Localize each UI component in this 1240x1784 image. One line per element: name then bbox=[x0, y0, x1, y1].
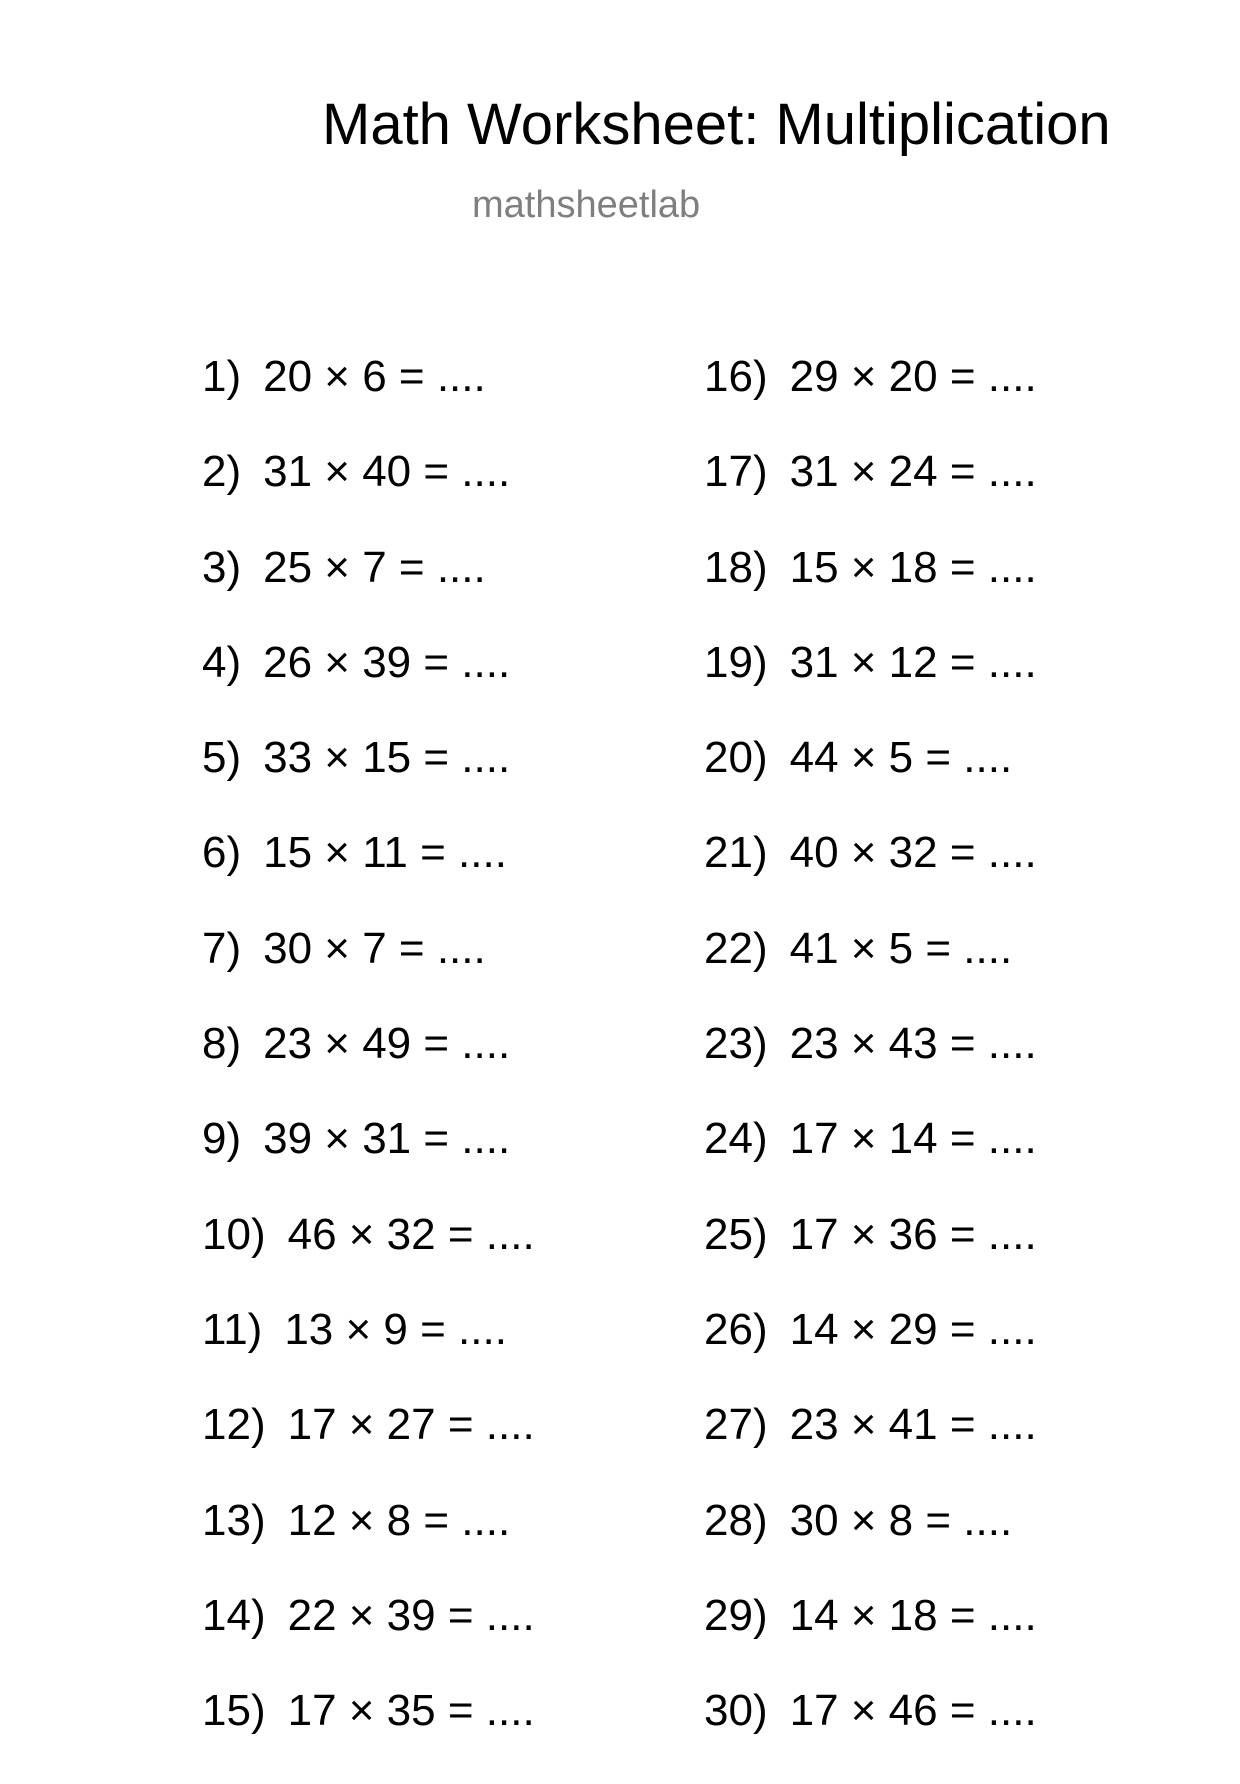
problem-number: 14) bbox=[202, 1590, 266, 1640]
problem-number: 19) bbox=[704, 637, 768, 687]
problem-expression: 46 × 32 = .... bbox=[287, 1209, 535, 1259]
problem-expression: 44 × 5 = .... bbox=[789, 733, 1013, 783]
problem-item bbox=[704, 352, 1037, 450]
problem-expression: 20 × 6 = .... bbox=[263, 352, 486, 401]
problem-number: 30) bbox=[704, 1686, 768, 1736]
problem-expression: 31 × 40 = .... bbox=[263, 447, 511, 497]
problem-expression: 14 × 29 = .... bbox=[789, 1304, 1037, 1354]
problem-expression: 29 × 20 = .... bbox=[789, 352, 1037, 401]
problem-item bbox=[202, 1400, 535, 1498]
problem-expression: 25 × 7 = .... bbox=[263, 542, 486, 592]
problem-expression: 23 × 49 = .... bbox=[263, 1019, 511, 1069]
problem-number: 13) bbox=[202, 1495, 266, 1545]
problem-item bbox=[202, 1495, 535, 1594]
problem-number: 15) bbox=[202, 1686, 266, 1736]
problem-expression: 33 × 15 = .... bbox=[263, 733, 511, 783]
problem-number: 17) bbox=[704, 447, 768, 497]
problem-number: 23) bbox=[704, 1019, 768, 1069]
problem-item bbox=[202, 637, 535, 736]
problem-item bbox=[704, 1019, 1037, 1117]
problem-number: 1) bbox=[202, 352, 242, 401]
problem-item bbox=[202, 447, 535, 545]
problem-expression: 41 × 5 = .... bbox=[789, 923, 1013, 973]
problem-column-right bbox=[704, 352, 1037, 1784]
problem-number: 18) bbox=[704, 542, 768, 592]
problem-expression: 17 × 27 = .... bbox=[287, 1400, 535, 1450]
problem-item bbox=[202, 542, 535, 641]
problem-expression: 12 × 8 = .... bbox=[287, 1495, 511, 1545]
problem-expression: 31 × 12 = .... bbox=[789, 637, 1037, 687]
problem-column-left bbox=[202, 352, 535, 1784]
problem-number: 26) bbox=[704, 1304, 768, 1354]
problem-number: 8) bbox=[202, 1019, 242, 1069]
problem-expression: 22 × 39 = .... bbox=[287, 1590, 535, 1640]
problem-number: 3) bbox=[202, 542, 242, 592]
problem-number: 29) bbox=[704, 1590, 768, 1640]
problem-number: 7) bbox=[202, 923, 242, 973]
problem-item bbox=[202, 1019, 535, 1117]
problem-number: 21) bbox=[704, 828, 768, 878]
problem-number: 11) bbox=[202, 1304, 263, 1354]
problem-expression: 31 × 24 = .... bbox=[789, 447, 1037, 497]
problem-item bbox=[704, 1114, 1037, 1212]
problem-item bbox=[704, 923, 1037, 1022]
problem-number: 9) bbox=[202, 1114, 242, 1164]
worksheet-title: Math Worksheet: Multiplication bbox=[322, 92, 1111, 157]
problem-expression: 13 × 9 = .... bbox=[284, 1304, 507, 1354]
problem-expression: 30 × 7 = .... bbox=[263, 923, 486, 973]
problem-item bbox=[704, 1495, 1037, 1594]
problem-expression: 17 × 36 = .... bbox=[789, 1209, 1037, 1259]
problem-number: 5) bbox=[202, 733, 242, 783]
problem-number: 27) bbox=[704, 1400, 768, 1450]
problem-item bbox=[704, 637, 1037, 736]
problem-expression: 17 × 46 = .... bbox=[789, 1686, 1037, 1736]
problem-item bbox=[202, 1114, 535, 1212]
problem-item bbox=[704, 828, 1037, 926]
problem-expression: 23 × 43 = .... bbox=[789, 1019, 1037, 1069]
problem-number: 28) bbox=[704, 1495, 768, 1545]
problem-expression: 14 × 18 = .... bbox=[789, 1590, 1037, 1640]
problem-item bbox=[202, 1590, 535, 1689]
problem-expression: 17 × 14 = .... bbox=[789, 1114, 1037, 1164]
problem-expression: 40 × 32 = .... bbox=[789, 828, 1037, 878]
problem-number: 16) bbox=[704, 352, 768, 401]
problem-expression: 15 × 18 = .... bbox=[789, 542, 1037, 592]
problem-item bbox=[704, 1304, 1037, 1403]
problem-number: 2) bbox=[202, 447, 242, 497]
problem-expression: 26 × 39 = .... bbox=[263, 637, 511, 687]
problem-item bbox=[704, 1686, 1037, 1784]
problem-item bbox=[704, 1209, 1037, 1308]
problem-number: 20) bbox=[704, 733, 768, 783]
problem-item bbox=[704, 1400, 1037, 1498]
problem-item bbox=[202, 352, 535, 450]
problem-expression: 17 × 35 = .... bbox=[287, 1686, 535, 1736]
problem-item bbox=[202, 1686, 535, 1784]
problem-number: 4) bbox=[202, 637, 242, 687]
problem-number: 22) bbox=[704, 923, 768, 973]
problem-number: 10) bbox=[202, 1209, 266, 1259]
problem-number: 24) bbox=[704, 1114, 768, 1164]
problem-item bbox=[704, 733, 1037, 831]
problem-expression: 39 × 31 = .... bbox=[263, 1114, 511, 1164]
problem-item bbox=[704, 1590, 1037, 1689]
problem-item bbox=[202, 733, 535, 831]
problem-expression: 23 × 41 = .... bbox=[789, 1400, 1037, 1450]
problem-item bbox=[704, 542, 1037, 641]
problem-number: 6) bbox=[202, 828, 242, 878]
problem-item bbox=[704, 447, 1037, 545]
problem-item bbox=[202, 923, 535, 1022]
problem-item bbox=[202, 1209, 535, 1308]
problem-expression: 15 × 11 = .... bbox=[263, 828, 507, 878]
problem-expression: 30 × 8 = .... bbox=[789, 1495, 1013, 1545]
problem-item bbox=[202, 828, 535, 926]
problem-item bbox=[202, 1304, 535, 1403]
problem-number: 12) bbox=[202, 1400, 266, 1450]
problem-number: 25) bbox=[704, 1209, 768, 1259]
worksheet-brand: mathsheetlab bbox=[472, 184, 701, 226]
